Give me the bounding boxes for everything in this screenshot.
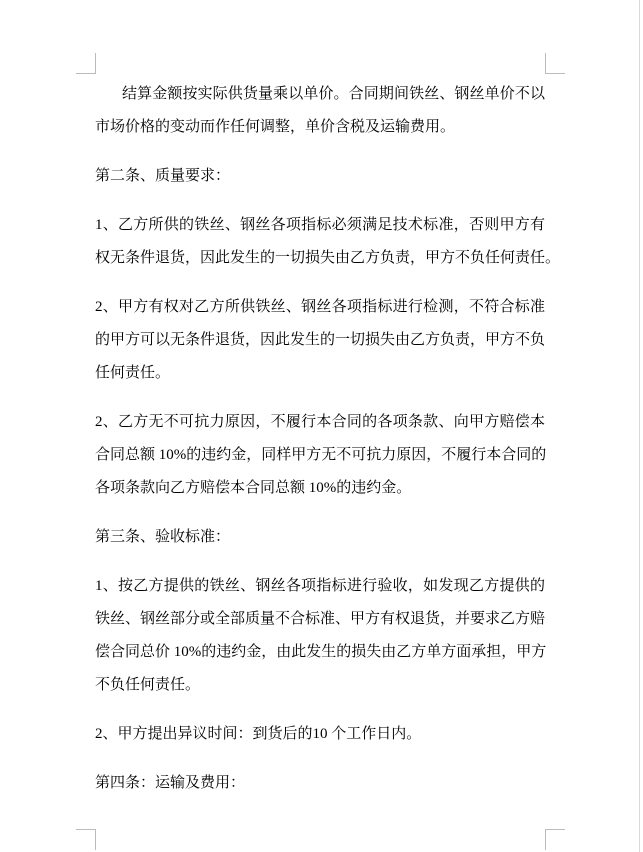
- text-boundary-mark-top-right: [545, 53, 565, 74]
- clause-heading: [95, 767, 545, 800]
- text-line: 1、乙方所供的铁丝、钢丝各项指标必须满足技术标准，否则甲方有: [95, 217, 545, 233]
- text-line: 结算金额按实际供货量乘以单价。合同期间铁丝、钢丝单价不以: [122, 86, 545, 102]
- text-line: 第二条、质量要求：: [95, 168, 231, 184]
- text-line: 铁丝、钢丝部分或全部质量不合标准、甲方有权退货，并要求乙方赔: [95, 611, 546, 627]
- document-body: [95, 78, 561, 816]
- text-line: 市场价格的变动而作任何调整，单价含税及运输费用。: [95, 119, 456, 135]
- text-line: 的甲方可以无条件退货，因此发生的一切损失由乙方负责，甲方不负: [95, 332, 546, 348]
- text-line: 各项条款向乙方赔偿本合同总额 10%的违约金。: [95, 480, 412, 496]
- paragraph: [95, 406, 545, 505]
- text-line: 2、甲方有权对乙方所供铁丝、钢丝各项指标进行检测，不符合标准: [95, 299, 545, 315]
- clause-heading: [95, 160, 545, 193]
- text-boundary-mark-bottom-right: [545, 829, 565, 850]
- page-edge: [639, 0, 640, 852]
- text-line: 1、按乙方提供的铁丝、钢丝各项指标进行验收，如发现乙方提供的: [95, 578, 545, 594]
- text-boundary-mark-bottom-left: [76, 829, 96, 850]
- paragraph: [95, 78, 545, 144]
- paragraph: [95, 570, 545, 702]
- text-line: 第三条、验收标准：: [95, 529, 231, 545]
- paragraph: [95, 291, 545, 390]
- text-boundary-mark-top-left: [76, 53, 96, 74]
- text-line: 2、甲方提出异议时间：到货后的10 个工作日内。: [95, 726, 422, 742]
- text-line: 不负任何责任。: [95, 677, 201, 693]
- text-line: 任何责任。: [95, 365, 171, 381]
- paragraph: [95, 209, 561, 275]
- clause-heading: [95, 521, 545, 554]
- paragraph: [95, 718, 545, 751]
- text-line: 第四条：运输及费用：: [95, 775, 246, 791]
- text-line: 偿合同总价 10%的违约金，由此发生的损失由乙方单方面承担，甲方: [95, 644, 547, 660]
- text-line: 2、乙方无不可抗力原因，不履行本合同的各项条款、向甲方赔偿本: [95, 414, 545, 430]
- text-line: 合同总额 10%的违约金，同样甲方无不可抗力原因，不履行本合同的: [95, 447, 547, 463]
- text-line: 权无条件退货，因此发生的一切损失由乙方负责，甲方不负任何责任。: [95, 250, 561, 266]
